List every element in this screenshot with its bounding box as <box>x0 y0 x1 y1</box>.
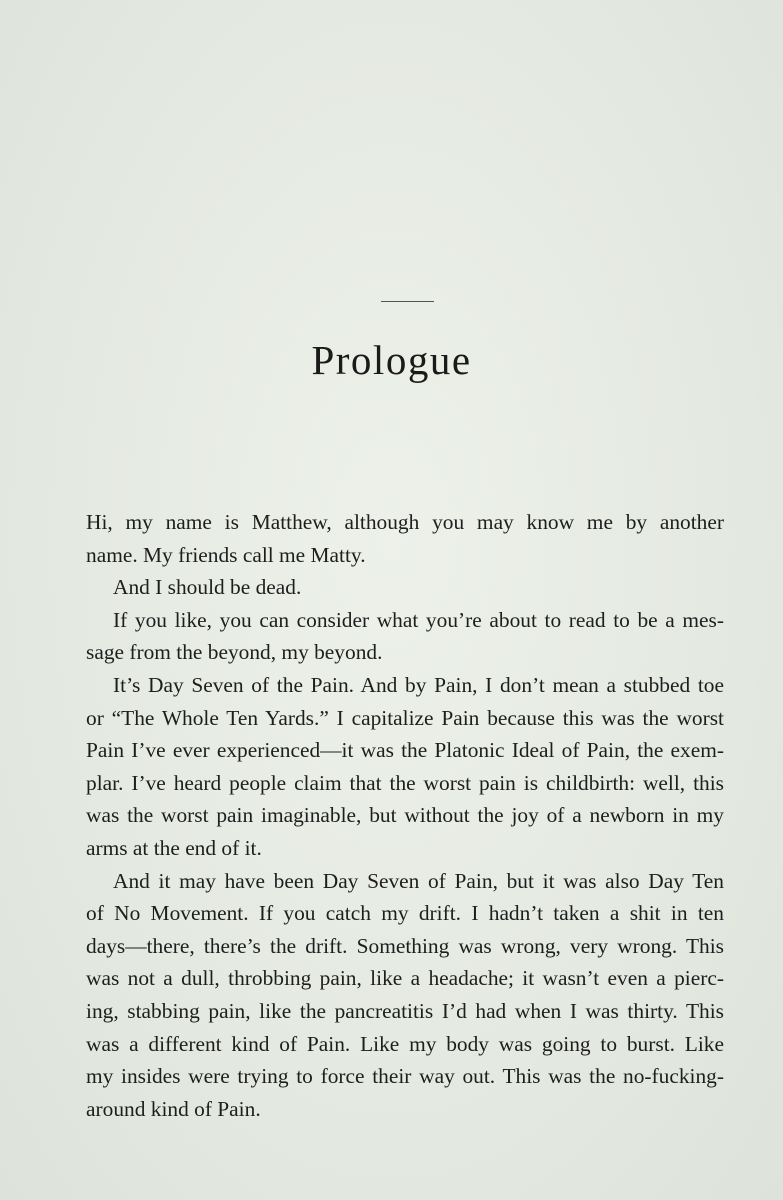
text-line: of No Movement. If you catch my drift. I hadn’t taken a shit in ten <box>86 901 724 926</box>
text-line: Hi, my name is Matthew, although you may know me by another <box>86 510 724 534</box>
text-line: Pain I’ve ever experienced—it was the Platonic Ideal of Pain, the exem- <box>86 738 724 763</box>
text-line: sage from the beyond, my beyond. <box>86 640 383 665</box>
chapter-title: Prologue <box>311 337 472 383</box>
text-line: around kind of Pain. <box>86 1096 261 1121</box>
text-line: It’s Day Seven of the Pain. And by Pain, I don’t mean a stubbed toe <box>113 672 724 697</box>
text-line: or “The Whole Ten Yards.” I capitalize Pain because this was the worst <box>86 705 724 730</box>
text-line: was a different kind of Pain. Like my body was going to burst. Like <box>86 1031 724 1056</box>
text-line: my insides were trying to force their way out. This was the no-fucking- <box>86 1064 724 1089</box>
body-text <box>86 506 724 1125</box>
text-line: arms at the end of it. <box>86 835 262 860</box>
text-line: was the worst pain imaginable, but without the joy of a newborn in my <box>86 803 724 828</box>
text-line: And it may have been Day Seven of Pain, but it was also Day Ten <box>113 868 724 893</box>
text-line: was not a dull, throbbing pain, like a headache; it wasn’t even a pierc- <box>86 966 724 991</box>
text-line: If you like, you can consider what you’re about to read to be a mes- <box>113 607 724 632</box>
text-line: And I should be dead. <box>113 575 302 600</box>
text-line: days—there, there’s the drift. Something was wrong, very wrong. This <box>86 933 724 958</box>
text-line: plar. I’ve heard people claim that the worst pain is childbirth: well, this <box>86 770 724 795</box>
text-line: ing, stabbing pain, like the pancreatitis I’d had when I was thirty. This <box>86 998 724 1023</box>
text-line: name. My friends call me Matty. <box>86 542 366 567</box>
chapter-rule <box>381 301 434 302</box>
